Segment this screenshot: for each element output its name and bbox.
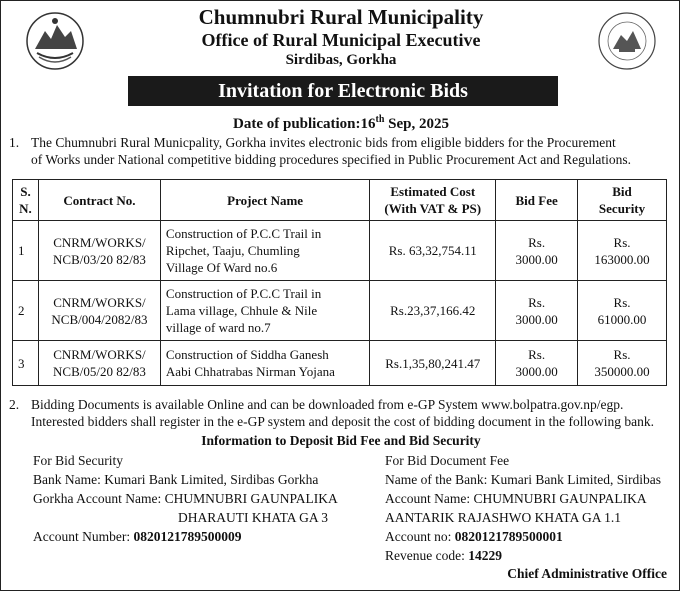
header-sn: S. N.: [13, 180, 39, 221]
cell-sn: 2: [13, 281, 39, 341]
bid-security-account-name-cont: DHARAUTI KHATA GA 3: [178, 510, 329, 525]
cell-bid-fee: Rs. 3000.00: [496, 221, 578, 281]
cell-estimated-cost: Rs. 63,32,754.11: [370, 221, 496, 281]
cell-bid-security: Rs. 61000.00: [578, 281, 667, 341]
bid-security-account-number-line: Account Number: 0820121789500009: [33, 529, 242, 544]
publication-day-suffix: th: [375, 114, 385, 125]
doc-fee-account-name: Account Name: CHUMNUBRI GAUNPALIKA: [385, 491, 647, 506]
bid-security-account-number: 0820121789500009: [133, 529, 242, 544]
table-row: [13, 341, 667, 386]
cell-bid-fee: Rs. 3000.00: [496, 281, 578, 341]
table-row: [13, 221, 667, 281]
doc-fee-account-name-cont: AANTARIK RAJASHWO KHATA GA 1.1: [385, 510, 621, 525]
bid-security-account-name: Gorkha Account Name: CHUMNUBRI GAUNPALIKA: [33, 491, 338, 506]
cell-bid-security: Rs. 350000.00: [578, 341, 667, 386]
doc-fee-revenue-code: 14229: [468, 548, 502, 563]
clause-2-line-2: Interested bidders shall register in the e-GP system and deposit the cost of bidding document in the following bank.: [31, 414, 654, 429]
doc-fee-title: For Bid Document Fee: [385, 453, 510, 468]
cell-bid-fee: Rs. 3000.00: [496, 341, 578, 386]
header-project-name: Project Name: [160, 180, 369, 221]
cell-contract-no: CNRM/WORKS/ NCB/05/20 82/83: [38, 341, 160, 386]
municipality-name: Chumnubri Rural Municipality: [198, 5, 484, 29]
notice-title-banner: Invitation for Electronic Bids: [128, 76, 558, 106]
signatory: Chief Administrative Office: [507, 566, 667, 581]
header-contract-no: Contract No.: [38, 180, 160, 221]
cell-project-name: Construction of P.C.C Trail in Ripchet, Taaju, Chumling Village Of Ward no.6: [160, 221, 369, 281]
bid-document-fee-details: [385, 451, 675, 565]
header-bid-security: Bid Security: [578, 180, 667, 221]
cell-contract-no: CNRM/WORKS/ NCB/03/20 82/83: [38, 221, 160, 281]
publication-label: Date of publication:: [233, 116, 361, 132]
publication-date: [1, 114, 680, 133]
clause-2: [9, 396, 671, 430]
doc-fee-account-number: 0820121789500001: [454, 529, 563, 544]
table-row: [13, 281, 667, 341]
clause-1-line-2: of Works under National competitive bidding procedures specified in Public Procurement Act and Regulations.: [31, 152, 632, 167]
bid-security-details: [33, 451, 383, 546]
deposit-info-heading: Information to Deposit Bid Fee and Bid Security: [201, 433, 481, 448]
header-bid-fee: Bid Fee: [496, 180, 578, 221]
clause-2-line-1: Bidding Documents is available Online and can be downloaded from e-GP System www.bolpatra.gov.np/egp.: [31, 397, 624, 412]
table-header-row: [13, 180, 667, 221]
clause-1: [9, 134, 671, 168]
cell-estimated-cost: Rs.23,37,166.42: [370, 281, 496, 341]
bid-table: [12, 179, 667, 386]
publication-day: 16: [360, 116, 376, 132]
clause-1-line-1: The Chumnubri Rural Municpality, Gorkha invites electronic bids from eligible bidders for the Procurement: [31, 135, 616, 150]
cell-sn: 3: [13, 341, 39, 386]
bid-security-bank: Bank Name: Kumari Bank Limited, Sirdibas Gorkha: [33, 472, 319, 487]
cell-project-name: Construction of P.C.C Trail in Lama village, Chhule & Nile village of ward no.7: [160, 281, 369, 341]
doc-fee-bank: Name of the Bank: Kumari Bank Limited, Sirdibas: [385, 472, 661, 487]
bid-security-title: For Bid Security: [33, 453, 123, 468]
cell-sn: 1: [13, 221, 39, 281]
office-location: Sirdibas, Gorkha: [285, 52, 397, 68]
cell-contract-no: CNRM/WORKS/ NCB/004/2082/83: [38, 281, 160, 341]
office-name: Office of Rural Municipal Executive: [201, 30, 481, 50]
cell-project-name: Construction of Siddha Ganesh Aabi Chhatrabas Nirman Yojana: [160, 341, 369, 386]
doc-fee-account-number-line: Account no: 0820121789500001: [385, 529, 563, 544]
publication-rest: Sep, 2025: [384, 116, 449, 132]
cell-bid-security: Rs. 163000.00: [578, 221, 667, 281]
clause-1-number: 1.: [9, 135, 20, 150]
doc-fee-revenue-line: Revenue code: 14229: [385, 548, 502, 563]
cell-estimated-cost: Rs.1,35,80,241.47: [370, 341, 496, 386]
header-estimated-cost: Estimated Cost (With VAT & PS): [370, 180, 496, 221]
clause-2-number: 2.: [9, 397, 20, 412]
